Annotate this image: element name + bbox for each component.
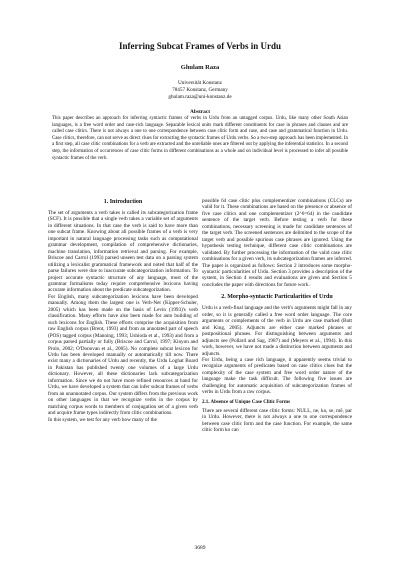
section-heading-morpho-syntactic: 2. Morpho-syntactic Particularities of Urdu bbox=[221, 294, 333, 301]
body-paragraph: possible 64 case clitic plus complementizer combinations (CLCs) are valid for it. These combinations are based on the presence or absence of five case clitics and one complementizer (2^6=64) in the candidate sentence of the target verb. Before testing a verb for these combinations, necessary screening is made for candidate sentences of the target verb. The screened sentences are delimited to the scope of the target verb and possible spurious case phrases are ignored. Using the hypothesis testing technique, different case clitic combinations are validated. By further processing the information of the valid case clitic combinations for a given verb, its subcategorization frames are inferred. The paper is organized as follows: Section 2 introduces some morpho-syntactic particularities of Urdu. Section 3 provides a description of the system, in Section 4 results and evaluations are given and Section 5 concludes the paper with directions for future work. bbox=[202, 198, 352, 288]
author-name: Ghulam Raza bbox=[180, 64, 220, 71]
abstract-heading: Abstract bbox=[189, 109, 211, 115]
body-paragraph: There are several different case clitic forms: NULL, ne, ko, se, mẽ, par in Urdu. However, there is not always a one to one correspondence between case clitic form and the case function. For example, the same clitic form ko can bbox=[202, 407, 352, 434]
body-paragraph: For English, many subcategorization lexicons have been developed manually. Among them the largest one is Verb-Net (Kipper-Schuler, 2005) which has been made on the basis of Levin (1993)'s verb classification. Many efforts have also been made for auto building of such lexicons for English. These efforts comprise the acquisition from raw English corpus (Brent, 1993) and from an annotated part of speech (POS) tagged corpus (Manning, 1993; Ushioda et al., 1993) and from a corpus parsed partially or fully (Briscoe and Carrol, 1997; Kinyon and Prolo, 2002; O'Donovan et al., 2005). No complete subcat lexicon for Urdu has been developed manually or automatically till now. There exist many a dictionaries of Urdu and recently, the Urdu Loghat Board in Pakistan has published twenty one volumes of a large Urdu dictionary. However, all these dictionaries lack subcategorization information. Since we do not have more refined resources at hand for Urdu, we have developed a system that can infer subcat frames of verbs from an unannotated corpus. Our system differs from the previous work on other languages in that we recognize verbs in the corpus by matching corpus words to members of conjugation set of a given verb and acquire frame types indirectly from clitic combinations. bbox=[48, 293, 198, 417]
paper-title: Inferring Subcat Frames of Verbs in Urdu bbox=[118, 41, 281, 51]
body-paragraph: For Urdu, being a case rich language, it apparently seems trivial to recognize arguments of predicates based on case clitics clues but the complexity of the case system and free word order nature of the language make the task difficult. The following five issues are challenging for automatic acquisition of subcategorization frames of verbs in Urdu from a raw corpus. bbox=[202, 356, 352, 396]
affiliation-line: 78457 Konstanz, Germany bbox=[172, 87, 228, 93]
section-heading-introduction: 1. Introduction bbox=[103, 199, 143, 205]
left-column bbox=[48, 198, 198, 423]
author-email: ghulam.raza@uni-konstanz.de bbox=[168, 94, 232, 100]
body-paragraph: The set of arguments a verb takes is called its subcategorization frame (SCF). It is possible that a single verb takes a variable set of arguments in different situations. In that case the verb is said to have more than one subcat frame. Knowing about all possible frames of a verb is very important in natural language processing tasks such as computational grammar development, compilation of comprehensive dictionaries, machine translation, information retrieval and parsing. For example, Briscoe and Carrol (1993) parsed unseen test data on a parsing system utilizing a lexicalist grammatical framework and noted that half of the parse failures were due to inaccurate subcategorization information. To project accurate syntactic structure of any language, most of the grammar formalisms today require comprehensive lexicons having accurate information about the predicate subcategorization. bbox=[48, 210, 198, 294]
right-column bbox=[202, 198, 352, 434]
author-affiliation bbox=[0, 80, 400, 101]
subsection-heading: 2.1. Absence of Unique Case Clitic Forms bbox=[202, 399, 291, 405]
abstract-text: This paper describes an approach for inferring syntactic frames of verbs in Urdu from an untagged corpus. Urdu, like many other South Asian languages, is a free word order and case-rich language. Separable lexical units mark different constituents for case in phrases and clauses and are called case clitics. There is not always a one to one correspondence between case clitic form and case, and case and grammatical function in Urdu. Case clitics, therefore, can not serve as direct clues for extracting the syntactic frames of Urdu verbs. So a two-step approach has been implemented. In a first step, all case clitic combinations for a verb are extracted and the unreliable ones are filtered out by applying the inferential statistics. In a second step, the information of occurrences of case clitic forms in different combinations as a whole and on individual level is processed to infer all possible syntactic frames of the verb. bbox=[52, 116, 348, 161]
affiliation-line: Universität Konstanz bbox=[178, 80, 222, 86]
page-number: 3689 bbox=[194, 545, 206, 551]
body-paragraph: Urdu is a verb-final language and the verb's arguments might fall in any order, so it is generally called a free word order language. The core arguments or complements of the verb in Urdu are case marked (Butt and King, 2005). Adjuncts are either case marked phrases or postpositional phrases. For distinguishing between arguments and adjuncts see (Pollard and Sag, 1987) and (Meyers et al., 1994). In this work, however, we have not made a distinction between arguments and adjuncts. bbox=[202, 305, 352, 357]
body-paragraph: In this system, we test for any verb how many of the bbox=[48, 416, 157, 423]
